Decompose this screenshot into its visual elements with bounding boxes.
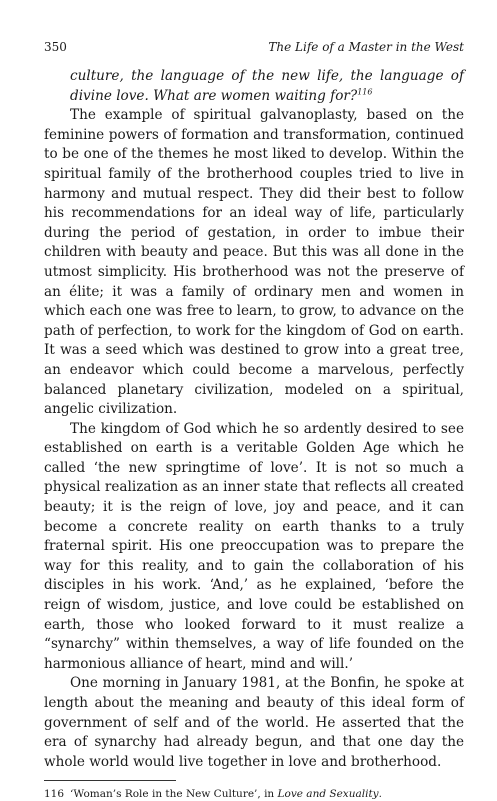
running-title: The Life of a Master in the West [268,40,464,54]
quote-continuation [44,67,464,106]
paragraph-synarchy: One morning in January 1981, at the Bonfin, he spoke at length about the meaning and beauty of this ideal form of government of self and of the world. He asserted that the era of synarchy had already begun, and that one day the whole world would live together in love and brotherhood. [44,675,464,770]
footnote-end: . [378,788,382,801]
footnote-reference: 116 [357,87,373,97]
paragraph-galvanoplasty: The example of spiritual galvanoplasty, based on the feminine powers of formation and transformation, continued to be one of the themes he most liked to develop. Within the spiritual family of the brotherhood couples tried to live in harmony and mutual respect. They did their best to follow his recommendations for an ideal way of life, particularly during the period of gestation, in order to imbue their children with beauty and peace. But this was all done in the utmost simplicity. His brotherhood was not the preserve of an élite; it was a family of ordinary men and women in which each one was free to learn, to grow, to advance on the path of perfection, to work for the kingdom of God on earth. It was a seed which was destined to grow into a great tree, an endeavor which could become a marvelous, perfectly balanced planetary civilization, modeled on a spiritual, angelic civilization. [44,107,464,418]
footnote [44,787,464,801]
footnote-rule [44,780,176,781]
paragraph-kingdom-of-god: The kingdom of God which he so ardently desired to see established on earth is a veritable Golden Age which he called ‘the new springtime of love’. It is not so much a physical realization as an inner state that reflects all created beauty; it is the reign of love, joy and peace, and it can become a concrete reality on earth thanks to a truly fraternal spirit. His one preoccupation was to prepare the way for this reality, and to gain the collaboration of his disciples in his work. ‘And,’ as he explained, ‘before the reign of wisdom, justice, and love could be established on earth, those who looked forward to it must realize a “synarchy” within themselves, a way of life founded on the harmonious alliance of heart, mind and will.’ [44,420,464,672]
quote-text: culture, the language of the new life, the language of divine love. What are women waiting for? [70,68,464,104]
running-head [44,40,464,55]
footnote-number: 116 [44,788,65,801]
page-number: 350 [44,40,67,54]
footnote-text: ‘Woman’s Role in the New Culture’, in [70,788,278,801]
book-page [44,40,464,801]
footnote-source: Love and Sexuality [277,788,379,801]
